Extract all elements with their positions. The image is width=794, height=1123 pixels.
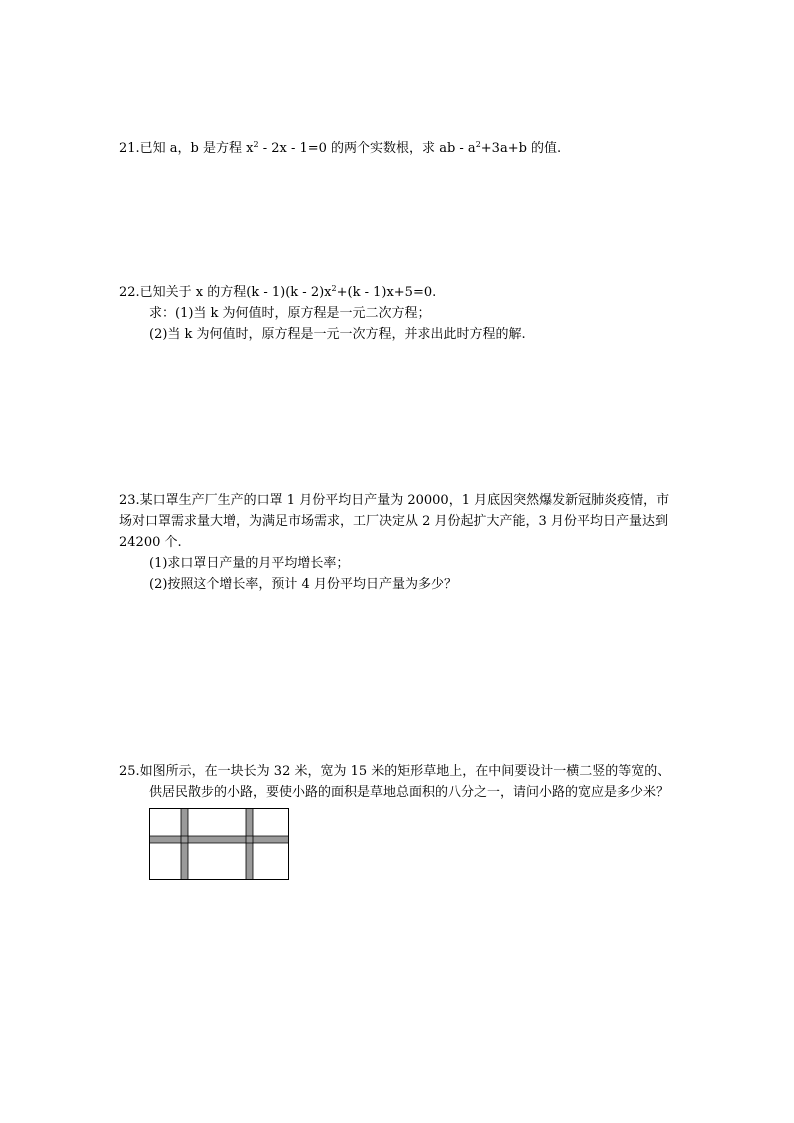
question-23-line-3: 24200 个. (119, 535, 182, 550)
q21-exponent-2: 2 (475, 140, 481, 149)
lawn-border (150, 809, 289, 880)
question-22-part-2: (2)当 k 为何值时，原方程是一元一次方程，并求出此时方程的解. (149, 327, 526, 342)
q21-text-2: - 2x - 1=0 的两个实数根，求 ab - a (258, 141, 476, 156)
question-23-line-1: 23.某口罩生产厂生产的口罩 1 月份平均日产量为 20000，1 月底因突然爆发新冠肺炎疫情，市 (119, 493, 670, 508)
question-25-line-1: 25.如图所示，在一块长为 32 米，宽为 15 米的矩形草地上，在中间要设计一横二竖的等宽的、 (119, 764, 671, 779)
vertical-path-1 (181, 809, 188, 880)
question-22-stem (119, 285, 436, 301)
q22-exponent: 2 (331, 284, 337, 293)
question-25-line-2: 供居民散步的小路，要使小路的面积是草地总面积的八分之一，请问小路的宽应是多少米？ (149, 785, 670, 800)
question-22-part-1: 求：(1)当 k 为何值时，原方程是一元二次方程； (149, 306, 431, 321)
lawn-paths-figure (149, 808, 289, 880)
q21-exponent-1: 2 (253, 140, 259, 149)
q21-text-3: +3a+b 的值. (480, 141, 562, 156)
question-23-part-1: (1)求口罩日产量的月平均增长率； (149, 556, 350, 571)
q22-stem-b: +(k - 1)x+5=0. (336, 285, 437, 300)
q21-text-1: 21.已知 a，b 是方程 x (119, 141, 254, 156)
question-23-part-2: (2)按照这个增长率，预计 4 月份平均日产量为多少？ (149, 577, 457, 592)
question-23-line-2: 场对口罩需求量大增，为满足市场需求，工厂决定从 2 月份起扩大产能，3 月份平均日产量达到 (119, 514, 668, 529)
question-21 (119, 141, 561, 157)
horizontal-path (150, 836, 289, 843)
q22-stem-a: 22.已知关于 x 的方程(k - 1)(k - 2)x (119, 285, 332, 300)
vertical-path-2 (246, 809, 253, 880)
